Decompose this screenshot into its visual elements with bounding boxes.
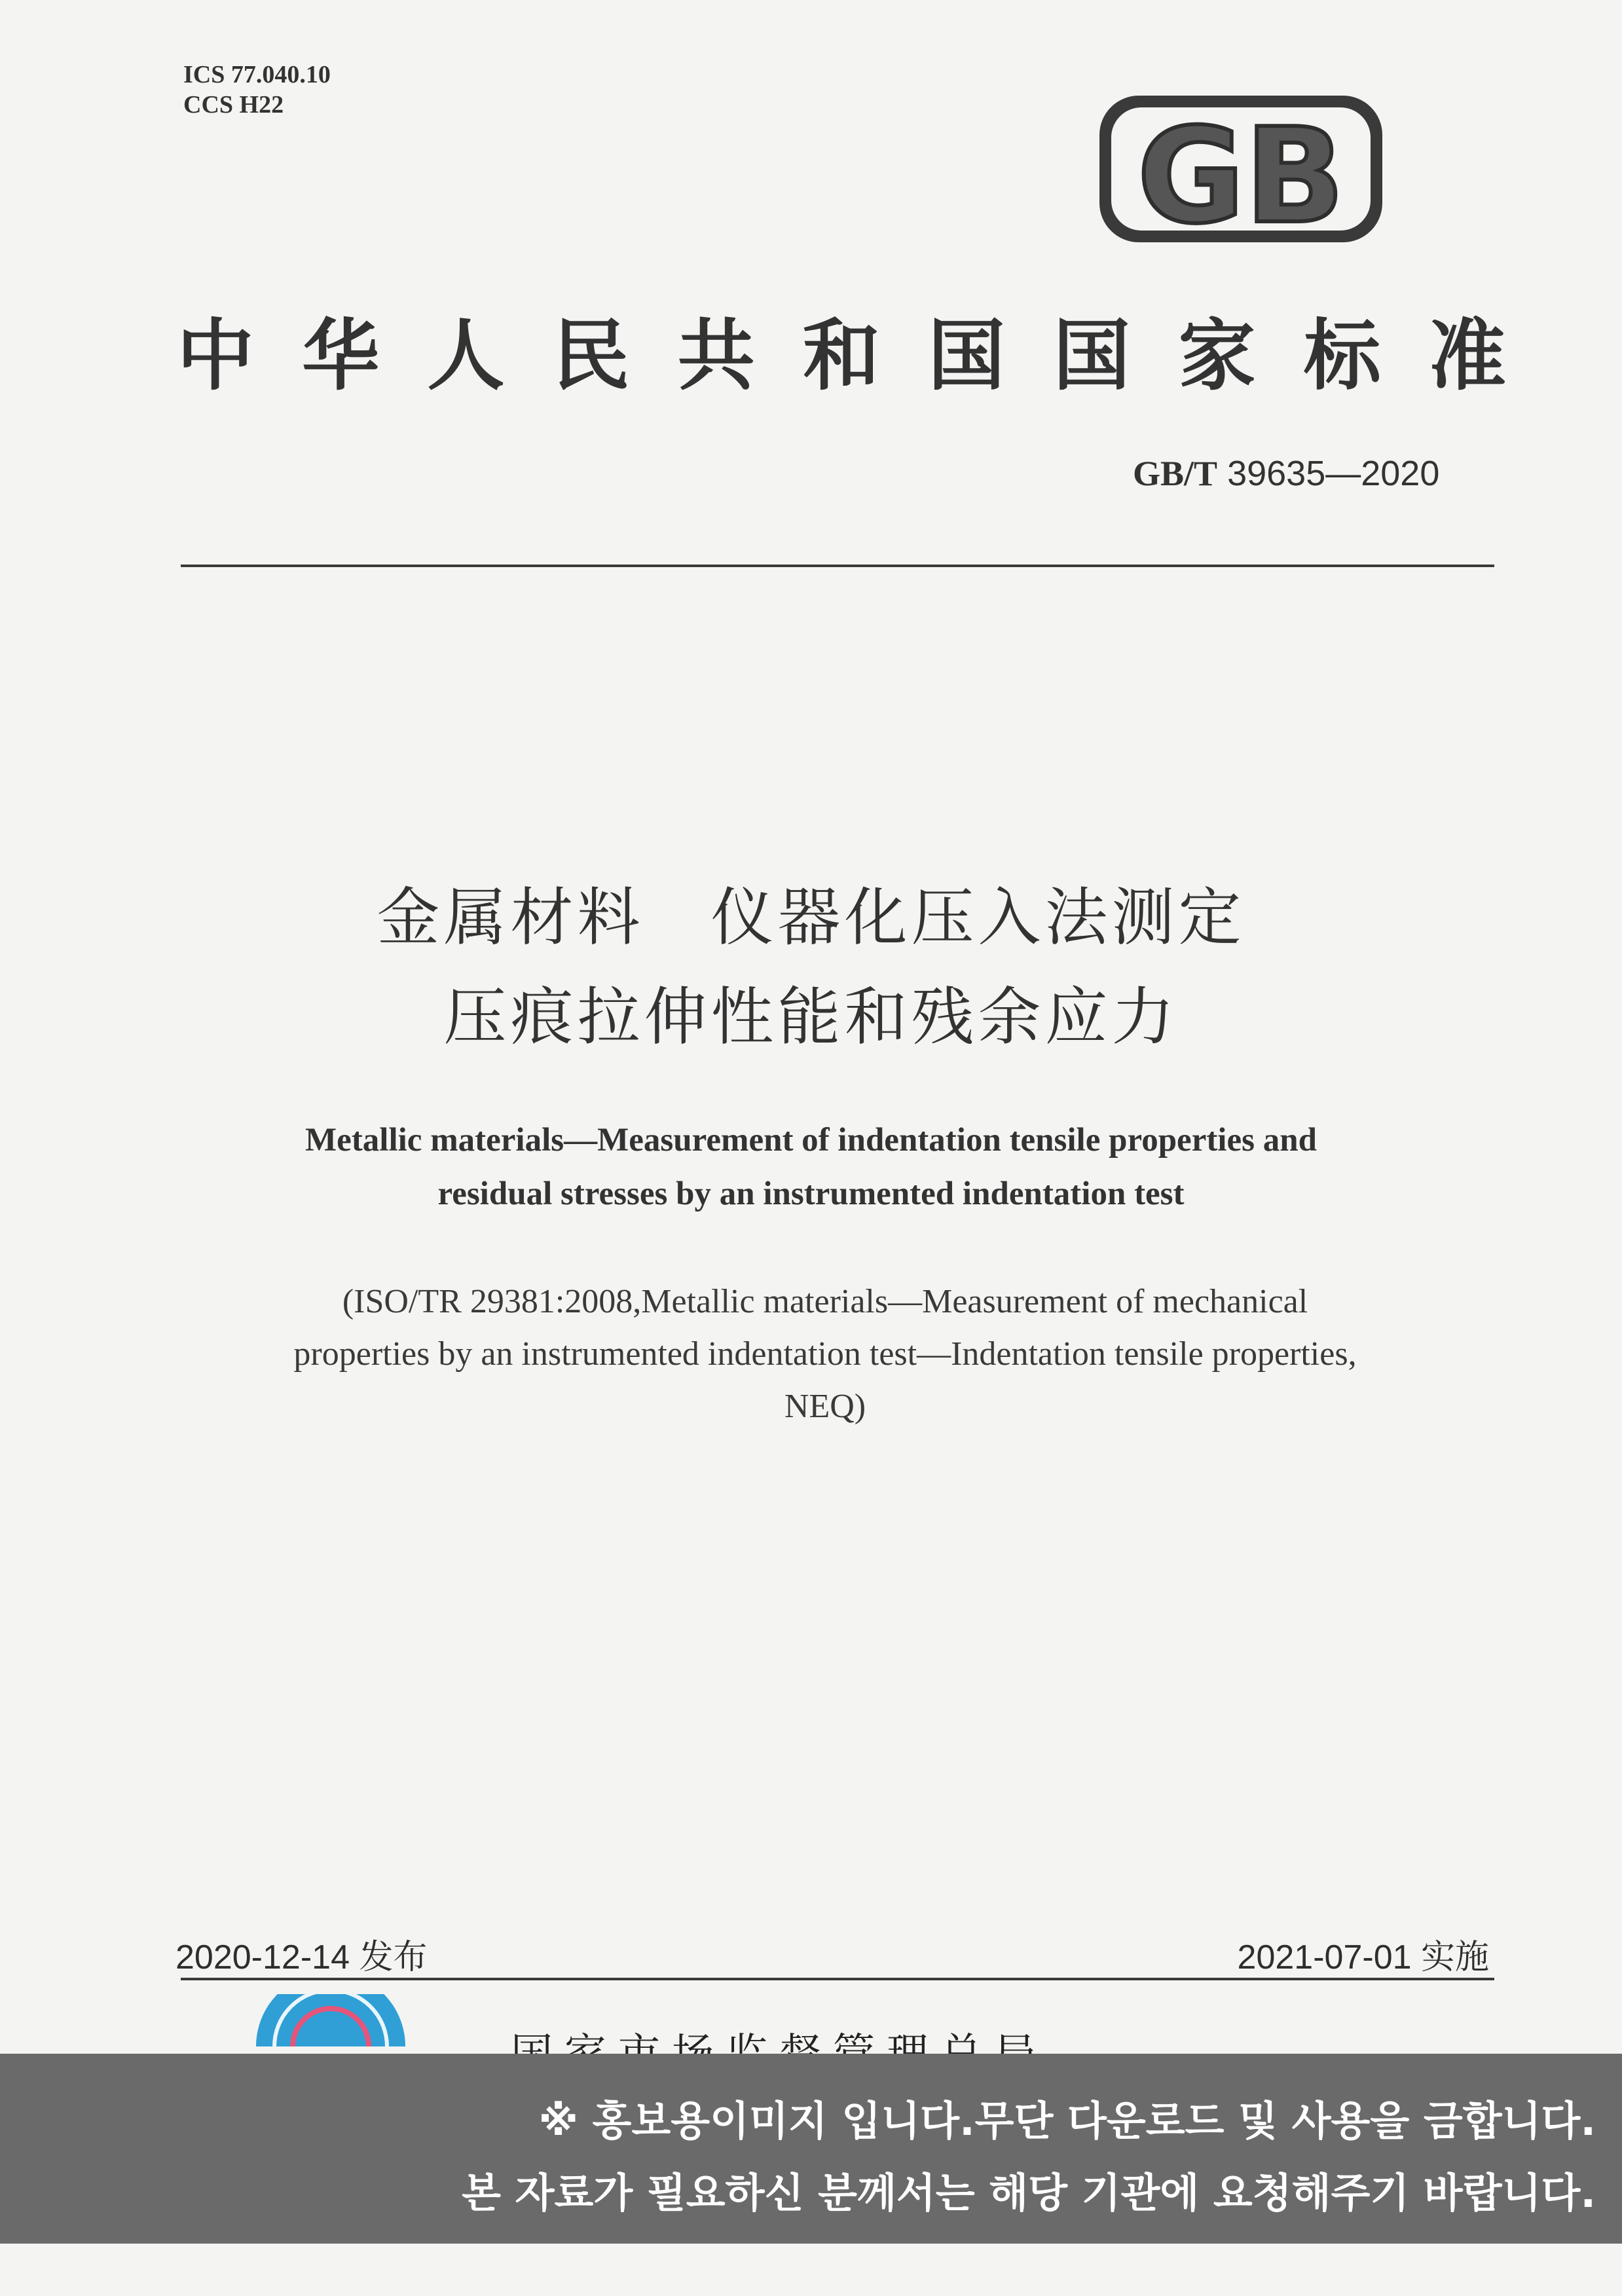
title-char: 家: [1178, 310, 1256, 401]
title-char: 国: [1053, 310, 1131, 401]
iso-reference-line3: NEQ): [784, 1388, 866, 1425]
title-char: 中: [177, 310, 255, 401]
notice-line1: ※ 홍보용이미지 입니다.무단 다운로드 및 사용을 금합니다.: [538, 2097, 1596, 2145]
national-standard-title: [177, 293, 1506, 405]
title-char: 和: [802, 310, 880, 401]
gb-logo-icon: [1097, 93, 1385, 245]
english-title: [0, 1113, 1622, 1221]
iso-reference: [172, 1276, 1479, 1433]
notice-line2: 본 자료가 필요하신 분께서는 해당 기관에 요청해주기 바랍니다.: [462, 2169, 1596, 2217]
iso-reference-line1: (ISO/TR 29381:2008,Metallic materials—Measurement of mechanical: [342, 1283, 1308, 1320]
title-char: 民: [552, 310, 630, 401]
title-char: 华: [302, 310, 380, 401]
chinese-title: [0, 868, 1622, 1067]
iso-reference-line2: properties by an instrumented indentation test—Indentation tensile properties,: [293, 1335, 1357, 1373]
header-divider: [181, 565, 1494, 567]
watermark-notice-bar: [0, 2054, 1622, 2244]
footer-divider: [181, 1978, 1494, 1980]
chinese-title-line1: 金属材料 仪器化压入法测定: [377, 881, 1245, 954]
title-char: 准: [1428, 310, 1506, 401]
gb-logo-text: GB: [1137, 100, 1345, 245]
title-char: 标: [1303, 310, 1381, 401]
issue-date: 2020-12-14 发布: [175, 1938, 428, 1976]
chinese-title-line2: 压痕拉伸性能和残余应力: [443, 980, 1179, 1054]
implementation-date: 2021-07-01 实施: [1237, 1938, 1489, 1976]
ccs-code: CCS H22: [183, 91, 284, 119]
title-char: 国: [928, 310, 1006, 401]
english-title-line1: Metallic materials—Measurement of indentation tensile properties and: [305, 1122, 1317, 1158]
title-char: 人: [427, 310, 505, 401]
standard-code: 39635—2020: [1227, 454, 1440, 493]
anti-counterfeit-seal-icon: [252, 1994, 409, 2046]
english-title-line2: residual stresses by an instrumented indentation test: [437, 1176, 1185, 1212]
standard-number: [1133, 453, 1439, 494]
standard-prefix: GB/T: [1133, 454, 1218, 493]
ics-code: ICS 77.040.10: [183, 61, 331, 88]
title-char: 共: [677, 310, 755, 401]
